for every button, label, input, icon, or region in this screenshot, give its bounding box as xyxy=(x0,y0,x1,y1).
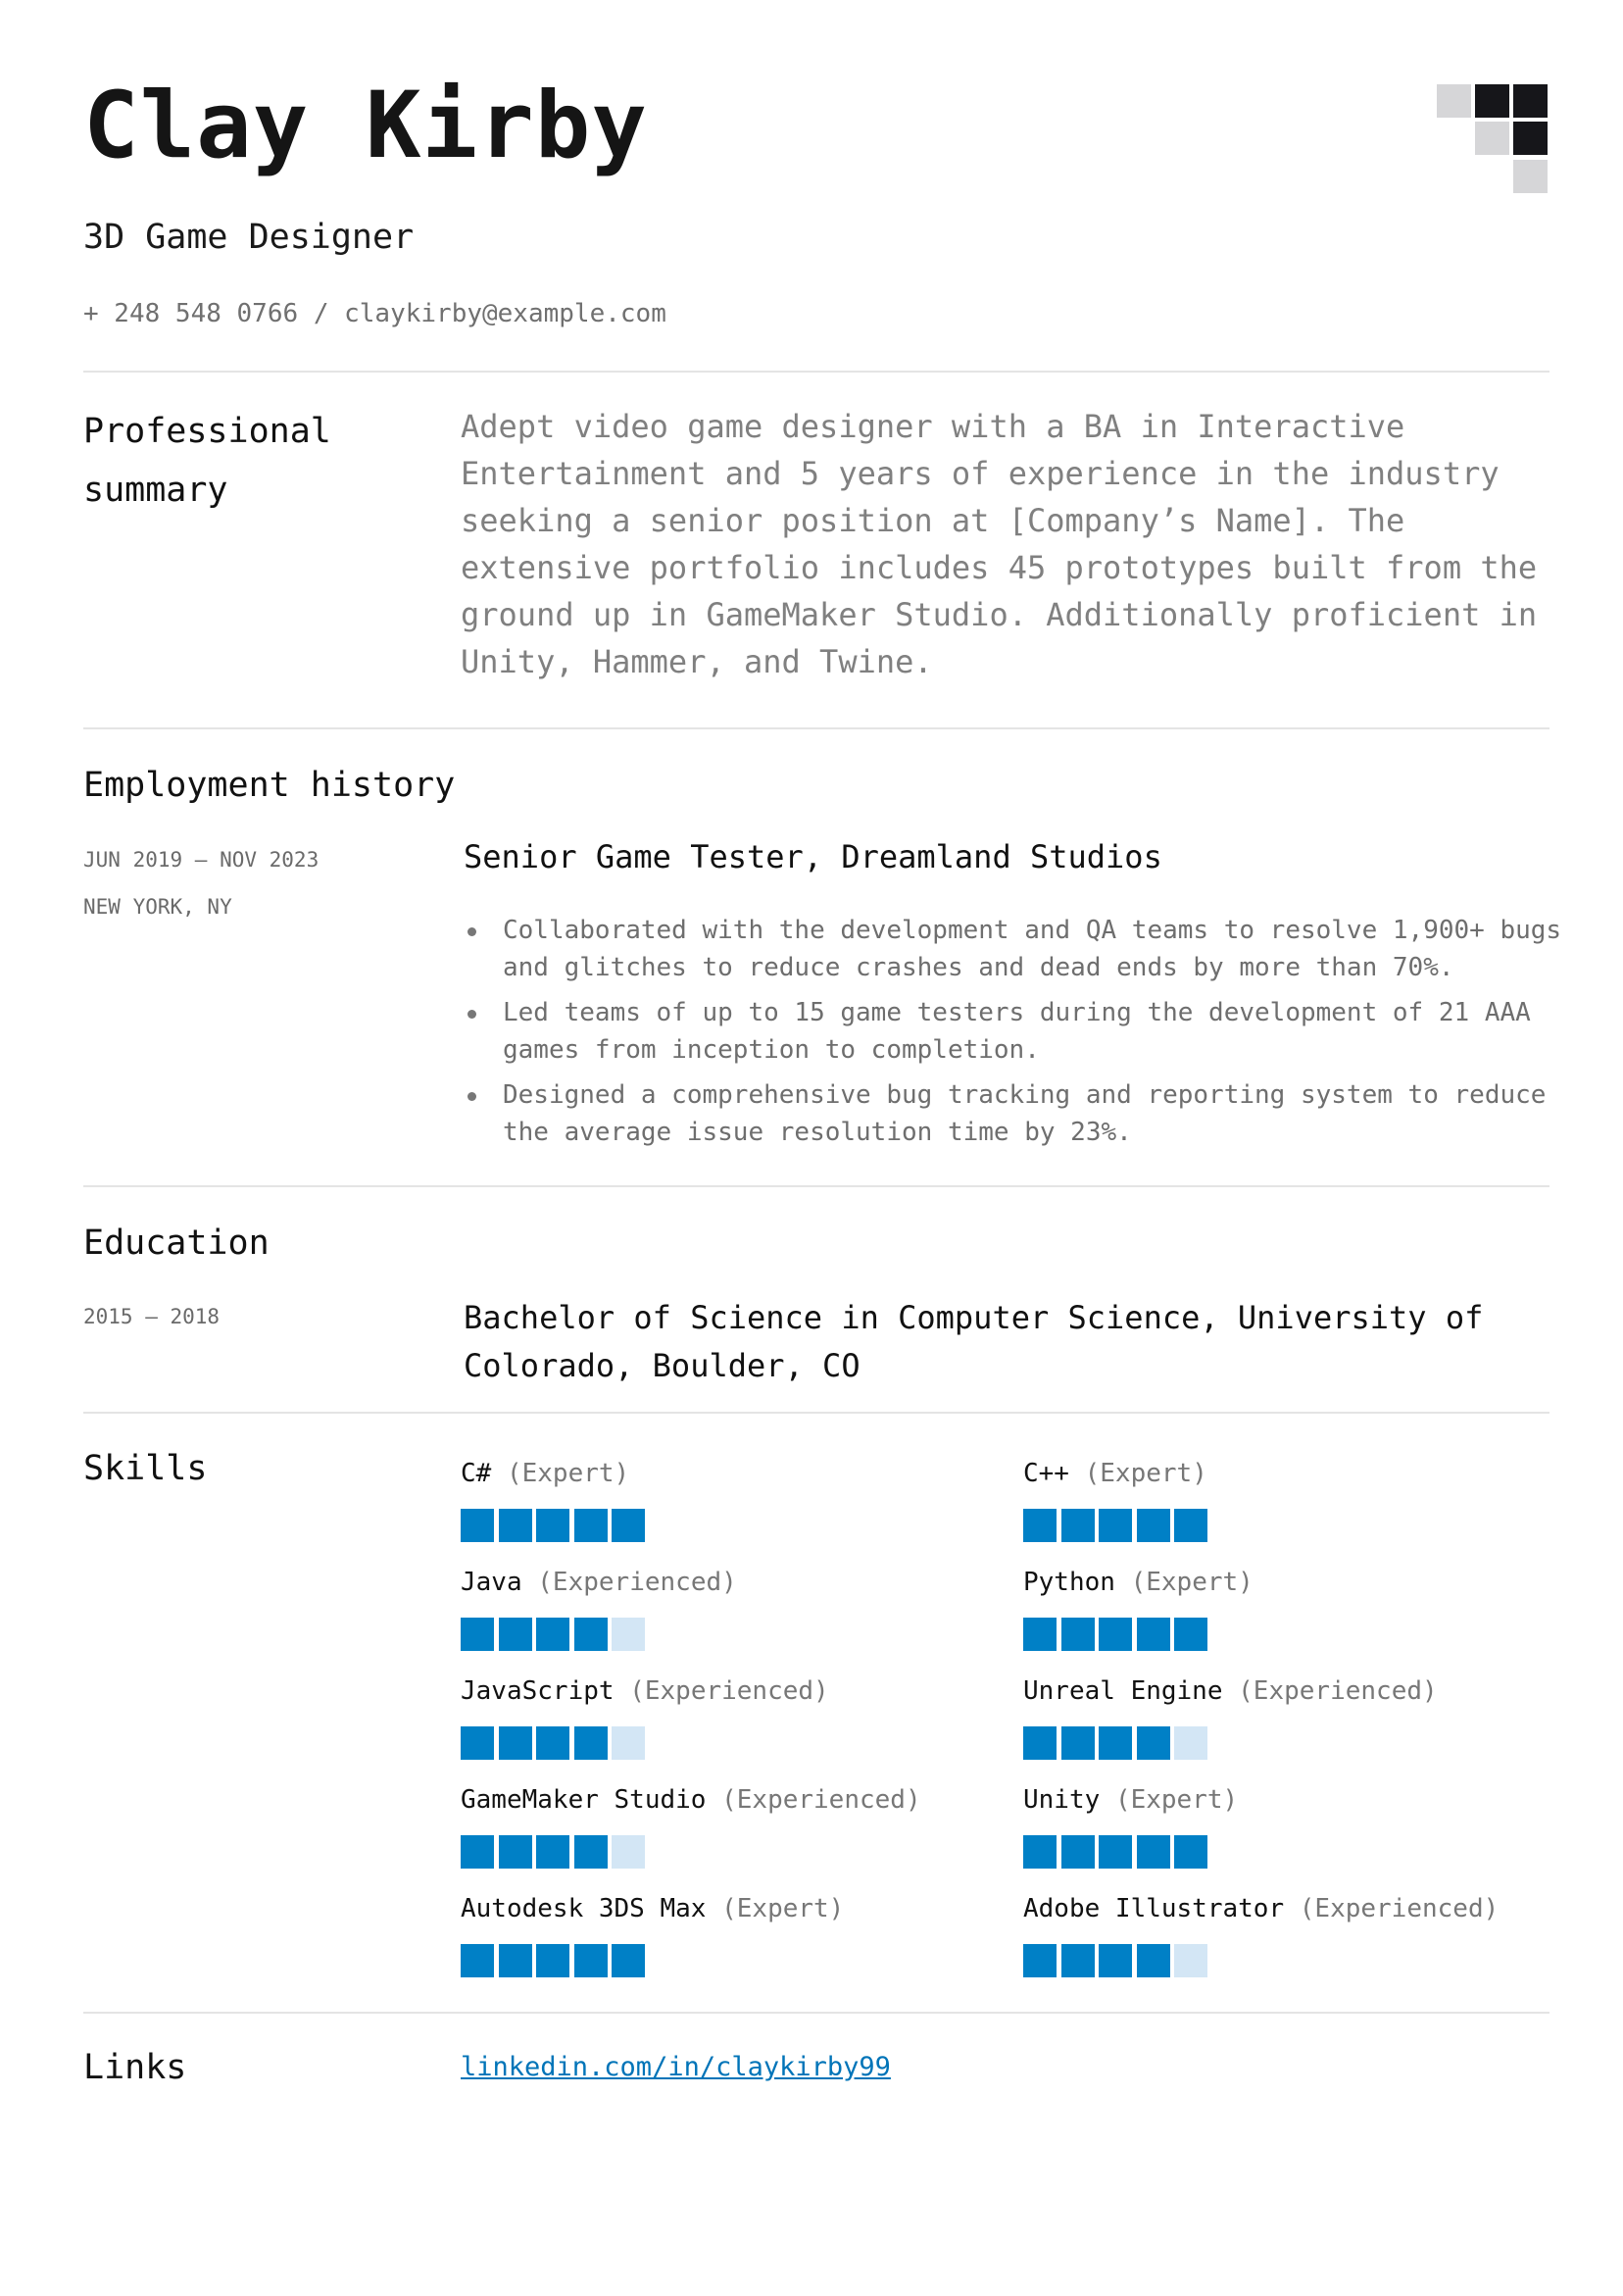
skill-label xyxy=(1023,1673,1533,1709)
skill-level-bar xyxy=(1023,1726,1533,1760)
skill-segment-filled xyxy=(461,1509,494,1542)
skill-segment-filled xyxy=(1023,1944,1057,1977)
skill-segment-filled xyxy=(499,1618,532,1651)
skill-name: C++ xyxy=(1023,1459,1069,1488)
skill-label xyxy=(461,1456,970,1491)
skill-segment-filled xyxy=(1099,1835,1132,1869)
divider xyxy=(83,1412,1549,1414)
skill-segment-filled xyxy=(499,1726,532,1760)
skill-segment-filled xyxy=(1174,1835,1207,1869)
skill-label xyxy=(461,1565,970,1600)
skill-level-label: (Experienced) xyxy=(721,1785,921,1815)
summary-heading xyxy=(83,402,331,520)
skill-segment-filled xyxy=(1137,1618,1170,1651)
skill-label xyxy=(1023,1782,1533,1818)
skill-level-bar xyxy=(461,1509,970,1542)
skill-item xyxy=(1023,1673,1533,1760)
skill-label xyxy=(1023,1456,1533,1491)
job-position: Senior Game Tester, Dreamland Studios xyxy=(464,838,1162,875)
logo-block xyxy=(1475,84,1509,118)
skill-name: Adobe Illustrator xyxy=(1023,1894,1285,1923)
education-dates: 2015 — 2018 xyxy=(83,1305,221,1328)
contact-separator: / xyxy=(313,299,329,328)
list-item: Led teams of up to 15 game testers during the development of 21 AAA games from inception to completion. xyxy=(464,994,1600,1069)
skill-label xyxy=(461,1782,970,1818)
skill-segment-empty xyxy=(612,1618,645,1651)
skill-segment-filled xyxy=(536,1618,569,1651)
skill-item xyxy=(461,1565,970,1651)
logo-block xyxy=(1437,84,1471,118)
list-item: Designed a comprehensive bug tracking and reporting system to reduce the average issue resolution time by 23%. xyxy=(464,1076,1600,1151)
skill-level-bar xyxy=(461,1726,970,1760)
skill-segment-filled xyxy=(612,1944,645,1977)
skills-heading: Skills xyxy=(83,1449,208,1488)
skill-level-label: (Expert) xyxy=(1084,1459,1207,1488)
skill-level-label: (Expert) xyxy=(1130,1568,1254,1597)
job-dates: JUN 2019 — NOV 2023 xyxy=(83,848,320,872)
skill-item xyxy=(1023,1565,1533,1651)
skill-segment-filled xyxy=(1137,1509,1170,1542)
skill-segment-filled xyxy=(461,1726,494,1760)
skill-segment-filled xyxy=(1061,1835,1095,1869)
contact-line xyxy=(83,299,666,328)
skill-item xyxy=(1023,1456,1533,1542)
skill-name: JavaScript xyxy=(461,1676,615,1706)
skill-segment-filled xyxy=(499,1835,532,1869)
summary-heading-line: Professional xyxy=(83,412,331,451)
education-heading: Education xyxy=(83,1223,270,1263)
skill-item xyxy=(461,1456,970,1542)
summary-text: Adept video game designer with a BA in Interactive Entertainment and 5 years of experience in the industry seeking a senior position at [Company’s Name]. The extensive portfolio includes 45 prototypes built from the ground up in GameMaker Studio. Additionally proficient in Unity, Hammer, and Twine. xyxy=(461,408,1538,680)
skill-name: Unreal Engine xyxy=(1023,1676,1223,1706)
skill-segment-filled xyxy=(1099,1726,1132,1760)
skill-level-bar xyxy=(1023,1509,1533,1542)
summary-heading-line: summary xyxy=(83,471,228,510)
skill-label xyxy=(1023,1891,1533,1926)
skill-item xyxy=(461,1782,970,1869)
skill-segment-filled xyxy=(1099,1944,1132,1977)
skill-label xyxy=(1023,1565,1533,1600)
email-address: claykirby@example.com xyxy=(344,299,666,328)
skill-segment-empty xyxy=(1174,1726,1207,1760)
job-title: 3D Game Designer xyxy=(83,218,415,257)
skill-segment-filled xyxy=(574,1509,608,1542)
skill-segment-filled xyxy=(536,1726,569,1760)
job-bullets xyxy=(464,912,1600,1159)
skill-segment-filled xyxy=(1023,1835,1057,1869)
links-heading: Links xyxy=(83,2048,187,2087)
candidate-name: Clay Kirby xyxy=(83,73,648,179)
skill-segment-filled xyxy=(1061,1618,1095,1651)
skill-segment-filled xyxy=(536,1509,569,1542)
logo-block xyxy=(1513,160,1548,193)
skill-segment-filled xyxy=(1061,1944,1095,1977)
skill-level-bar xyxy=(461,1944,970,1977)
skill-segment-filled xyxy=(1061,1509,1095,1542)
skill-segment-filled xyxy=(461,1944,494,1977)
skill-name: Unity xyxy=(1023,1785,1101,1815)
divider xyxy=(83,1185,1549,1187)
pixel-blocks-logo-icon xyxy=(1437,84,1551,196)
divider xyxy=(83,371,1549,373)
skill-level-label: (Experienced) xyxy=(537,1568,737,1597)
skill-segment-filled xyxy=(1023,1509,1057,1542)
skill-segment-filled xyxy=(499,1944,532,1977)
skill-segment-filled xyxy=(1061,1726,1095,1760)
skill-level-label: (Experienced) xyxy=(1238,1676,1438,1706)
logo-block xyxy=(1513,84,1548,118)
skill-item xyxy=(1023,1891,1533,1977)
employment-heading: Employment history xyxy=(83,766,456,805)
education-degree: Bachelor of Science in Computer Science, University of Colorado, Boulder, CO xyxy=(464,1299,1484,1384)
skill-segment-filled xyxy=(1137,1726,1170,1760)
skill-segment-filled xyxy=(1137,1835,1170,1869)
skill-item xyxy=(461,1673,970,1760)
skill-item xyxy=(461,1891,970,1977)
phone-number: + 248 548 0766 xyxy=(83,299,299,328)
skill-level-bar xyxy=(1023,1944,1533,1977)
skill-segment-empty xyxy=(612,1726,645,1760)
skill-name: Python xyxy=(1023,1568,1115,1597)
skill-segment-filled xyxy=(1137,1944,1170,1977)
skill-segment-filled xyxy=(461,1618,494,1651)
skill-label xyxy=(461,1891,970,1926)
skill-segment-filled xyxy=(536,1944,569,1977)
skill-segment-filled xyxy=(536,1835,569,1869)
skill-segment-filled xyxy=(1023,1726,1057,1760)
skill-segment-filled xyxy=(1099,1509,1132,1542)
skill-name: C# xyxy=(461,1459,492,1488)
skill-level-label: (Experienced) xyxy=(629,1676,829,1706)
skill-segment-filled xyxy=(574,1944,608,1977)
skill-item xyxy=(1023,1782,1533,1869)
skill-segment-empty xyxy=(1174,1944,1207,1977)
skill-segment-filled xyxy=(574,1726,608,1760)
skill-segment-filled xyxy=(1099,1618,1132,1651)
skill-label xyxy=(461,1673,970,1709)
skill-segment-filled xyxy=(1023,1618,1057,1651)
skill-name: Java xyxy=(461,1568,522,1597)
skill-level-label: (Expert) xyxy=(506,1459,630,1488)
job-location: NEW YORK, NY xyxy=(83,895,232,919)
skill-segment-filled xyxy=(574,1835,608,1869)
skill-segment-filled xyxy=(612,1509,645,1542)
skill-level-label: (Expert) xyxy=(1114,1785,1239,1815)
linkedin-link[interactable]: linkedin.com/in/claykirby99 xyxy=(461,2052,891,2082)
skill-segment-filled xyxy=(461,1835,494,1869)
skill-level-bar xyxy=(461,1618,970,1651)
skill-level-bar xyxy=(461,1835,970,1869)
skill-level-bar xyxy=(1023,1835,1533,1869)
skill-name: Autodesk 3DS Max xyxy=(461,1894,707,1923)
logo-block xyxy=(1475,122,1509,155)
skill-level-label: (Expert) xyxy=(721,1894,845,1923)
skill-segment-filled xyxy=(574,1618,608,1651)
list-item: Collaborated with the development and QA teams to resolve 1,900+ bugs and glitches to reduce crashes and dead ends by more than 70%. xyxy=(464,912,1600,986)
skill-level-label: (Experienced) xyxy=(1299,1894,1500,1923)
skill-segment-empty xyxy=(612,1835,645,1869)
logo-block xyxy=(1513,122,1548,155)
divider xyxy=(83,727,1549,729)
divider xyxy=(83,2012,1549,2014)
skill-level-bar xyxy=(1023,1618,1533,1651)
skill-segment-filled xyxy=(1174,1509,1207,1542)
skill-segment-filled xyxy=(499,1509,532,1542)
skill-segment-filled xyxy=(1174,1618,1207,1651)
skill-name: GameMaker Studio xyxy=(461,1785,707,1815)
